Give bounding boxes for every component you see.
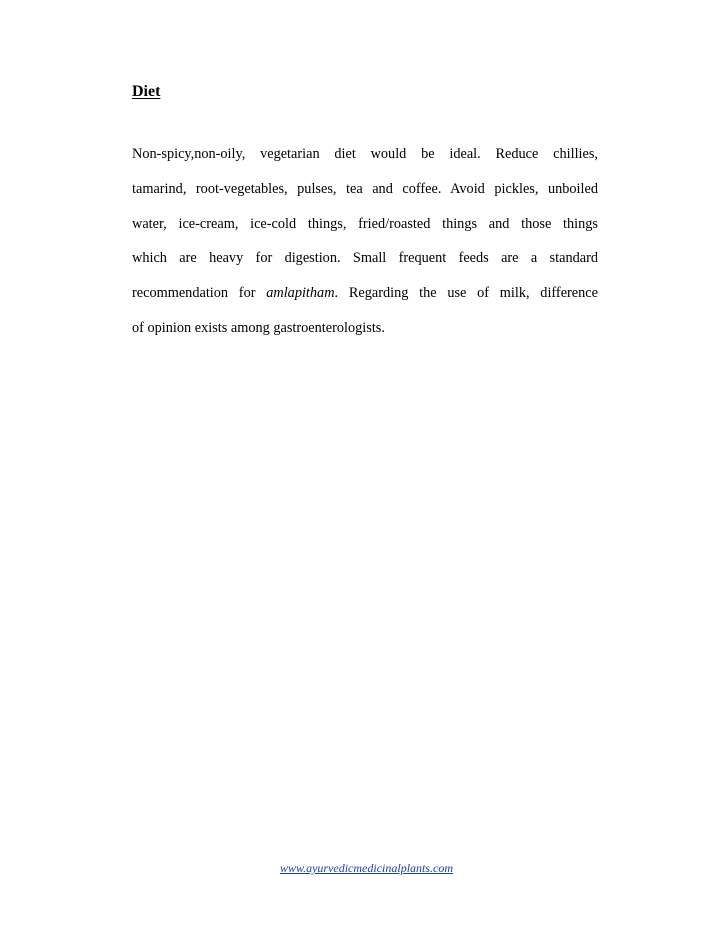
paragraph-line-4: which are heavy for digestion. Small frequent feeds are a standard xyxy=(132,250,598,267)
line-5-text-after: . Regarding the use of milk, difference xyxy=(334,285,598,302)
footer xyxy=(0,860,728,876)
line-5-text-before: recommendation for xyxy=(132,285,267,302)
term-amlapitham: amlapitham xyxy=(266,285,335,302)
paragraph-line-3: water, ice-cream, ice-cold things, fried/roasted things and those things xyxy=(132,215,598,232)
diet-paragraph xyxy=(132,137,598,346)
paragraph-line-1: Non-spicy,non-oily, vegetarian diet would be ideal. Reduce chillies, xyxy=(132,146,598,162)
section-heading: Diet xyxy=(132,83,161,100)
paragraph-line-5 xyxy=(132,276,598,311)
paragraph-line-6: of opinion exists among gastroenterologists. xyxy=(132,319,385,336)
footer-website-link[interactable]: www.ayurvedicmedicinalplants.com xyxy=(279,861,454,875)
paragraph-line-2: tamarind, root-vegetables, pulses, tea and coffee. Avoid pickles, unboiled xyxy=(132,180,598,197)
